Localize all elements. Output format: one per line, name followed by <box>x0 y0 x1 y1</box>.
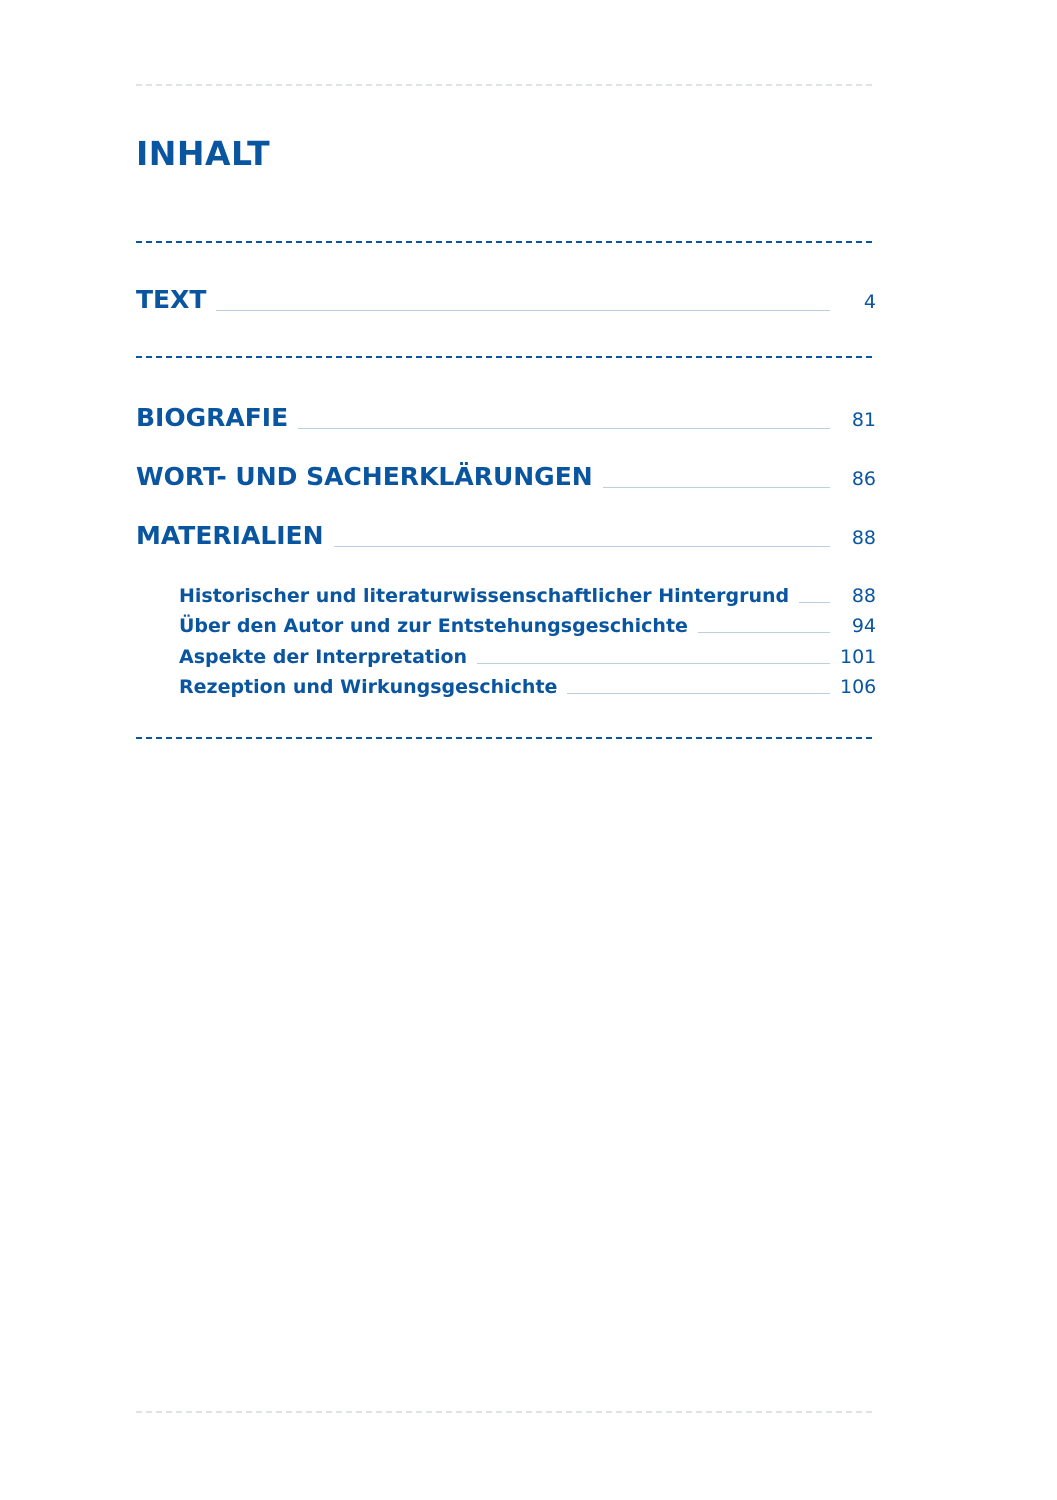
toc-entry-page: 4 <box>863 291 876 313</box>
top-divider <box>136 84 872 86</box>
toc-entry-biografie[interactable] <box>136 401 876 437</box>
leader-line <box>603 487 830 488</box>
toc-subentry-label: Aspekte der Interpretation <box>179 646 468 668</box>
toc-subentry-label: Historischer und literaturwissenschaftlicher Hintergrund <box>179 585 790 607</box>
toc-entry-page: 81 <box>851 409 876 431</box>
page-title: INHALT <box>136 134 271 173</box>
toc-subentry[interactable] <box>179 644 876 670</box>
toc-entry-label: TEXT <box>136 285 207 314</box>
toc-entry-label: BIOGRAFIE <box>136 403 289 432</box>
leader-line <box>298 428 830 429</box>
leader-line <box>477 663 830 664</box>
bottom-divider <box>136 1411 872 1413</box>
toc-entry-page: 88 <box>851 527 876 549</box>
toc-subentry[interactable] <box>179 583 876 609</box>
leader-line <box>334 546 830 547</box>
toc-subentry[interactable] <box>179 613 876 639</box>
leader-line <box>698 632 830 633</box>
toc-subentry-label: Über den Autor und zur Entstehungsgeschichte <box>179 615 688 637</box>
section-divider <box>136 737 872 739</box>
toc-subentry[interactable] <box>179 674 876 700</box>
toc-subentry-label: Rezeption und Wirkungsgeschichte <box>179 676 558 698</box>
leader-line <box>567 693 830 694</box>
toc-subentry-page: 106 <box>840 676 877 698</box>
toc-subentry-page: 101 <box>840 646 877 668</box>
leader-line <box>799 602 830 603</box>
toc-entry-label: MATERIALIEN <box>136 521 324 550</box>
section-divider <box>136 241 872 243</box>
toc-entry-page: 86 <box>851 468 876 490</box>
section-divider <box>136 356 872 358</box>
toc-subentry-page: 94 <box>851 615 876 637</box>
toc-entry-materialien[interactable] <box>136 519 876 555</box>
toc-subentry-page: 88 <box>851 585 876 607</box>
leader-line <box>216 310 830 311</box>
toc-entry-label: WORT- UND SACHERKLÄRUNGEN <box>136 462 593 491</box>
toc-entry-wort-und-sacherklaerungen[interactable] <box>136 460 876 496</box>
toc-entry-text[interactable] <box>136 283 876 319</box>
